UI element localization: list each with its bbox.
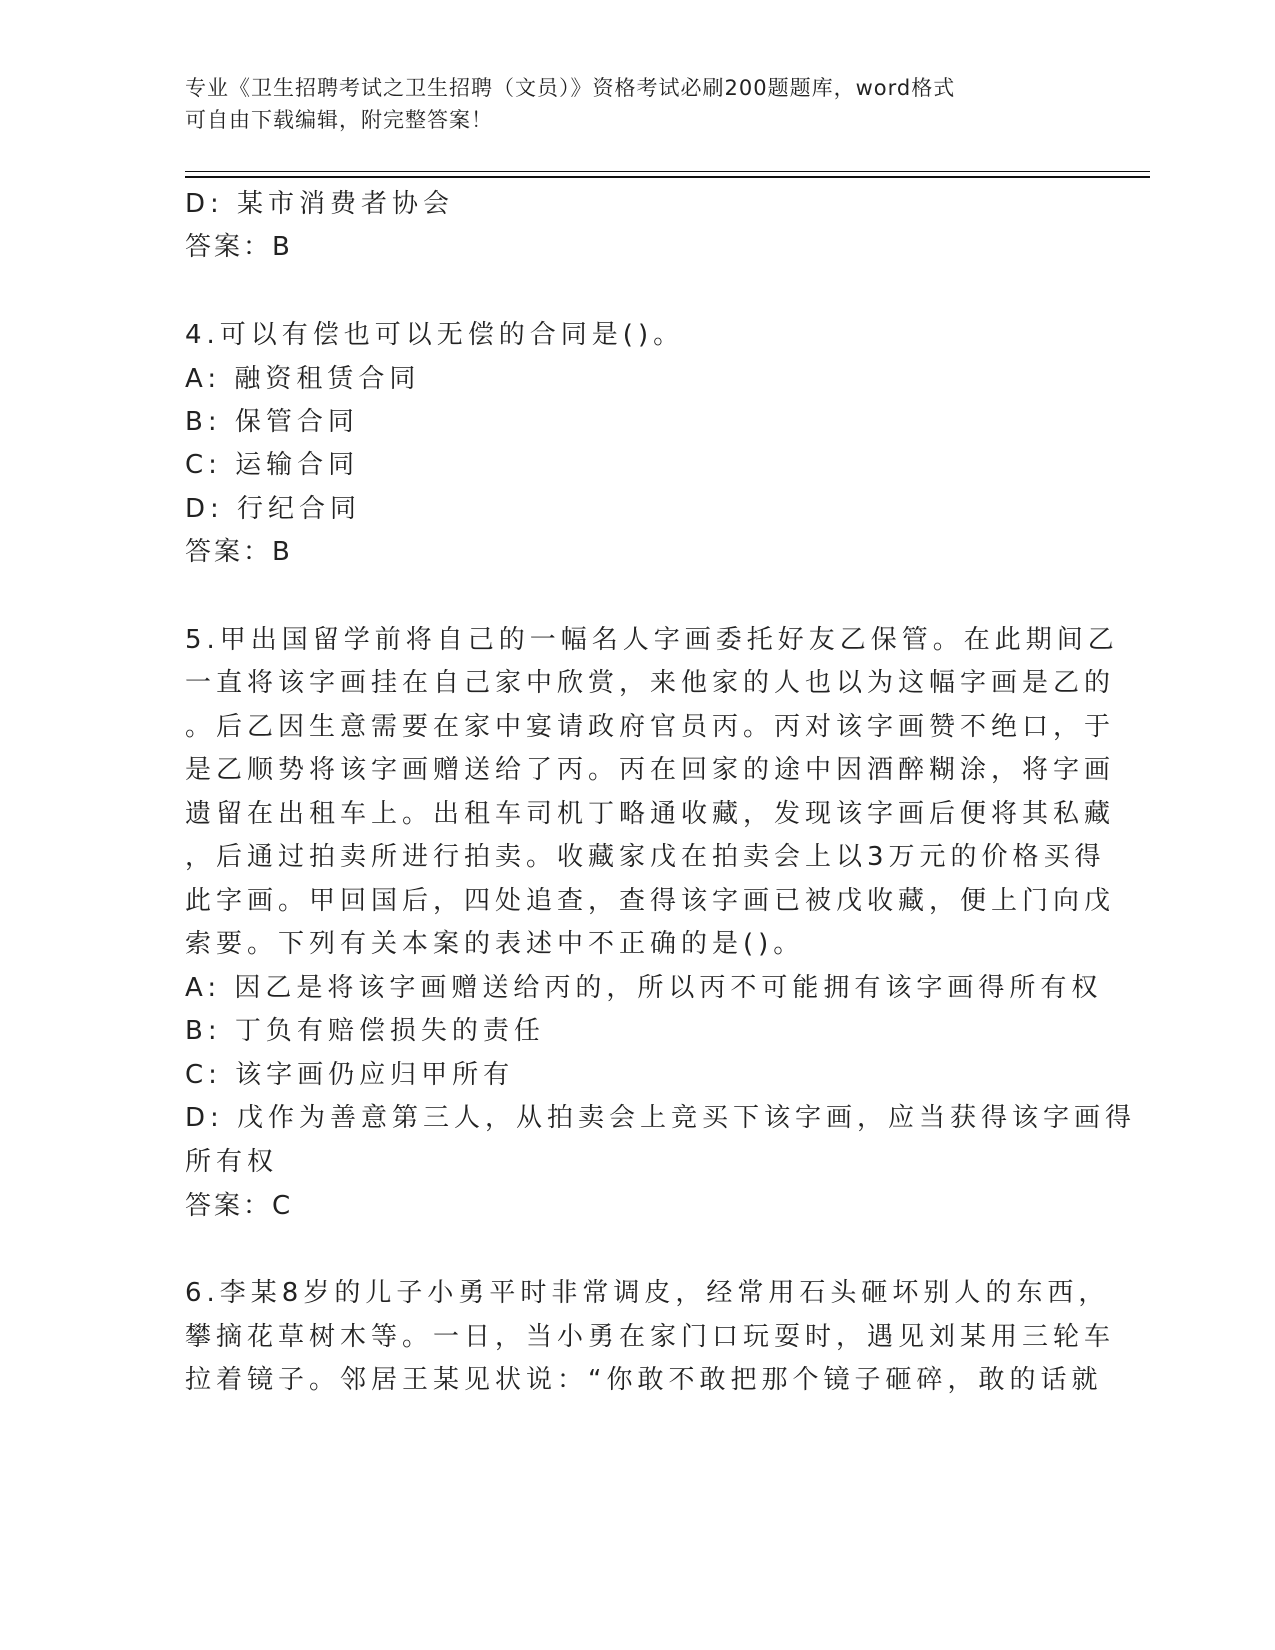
q4-answer: 答案：B bbox=[185, 537, 293, 567]
q5-stem-line: 是乙顺势将该字画赠送给了丙。丙在回家的途中因酒醉糊涂，将字画 bbox=[185, 755, 1116, 785]
q6-stem-line: 攀摘花草树木等。一日，当小勇在家门口玩耍时，遇见刘某用三轮车 bbox=[185, 1322, 1116, 1352]
q5-answer: 答案：C bbox=[185, 1191, 294, 1221]
q4-option-a: A: 融资租赁合同 bbox=[185, 364, 421, 394]
q5-stem-line: 此字画。甲回国后，四处追查，查得该字画已被戊收藏，便上门向戊 bbox=[185, 886, 1116, 916]
q5-option-d: D: 戊作为善意第三人，从拍卖会上竞买下该字画，应当获得该字画得 bbox=[185, 1103, 1137, 1133]
q3-answer: 答案：B bbox=[185, 232, 293, 262]
q4-option-c: C: 运输合同 bbox=[185, 450, 360, 480]
q4-option-d: D: 行纪合同 bbox=[185, 494, 362, 524]
q5-stem-line: 索要。下列有关本案的表述中不正确的是()。 bbox=[185, 929, 805, 959]
header-line-2: 可自由下载编辑，附完整答案！ bbox=[185, 108, 493, 132]
q5-stem-line: 5.甲出国留学前将自己的一幅名人字画委托好友乙保管。在此期间乙 bbox=[185, 625, 1119, 655]
header-divider-thin bbox=[185, 171, 1150, 172]
q5-stem-line: 遗留在出租车上。出租车司机丁略通收藏，发现该字画后便将其私藏 bbox=[185, 799, 1116, 829]
q3-option-d: D: 某市消费者协会 bbox=[185, 189, 455, 219]
header-divider-thick bbox=[185, 176, 1150, 178]
q5-stem-line: 一直将该字画挂在自己家中欣赏，来他家的人也以为这幅字画是乙的 bbox=[185, 668, 1116, 698]
document-header bbox=[185, 72, 1065, 136]
q6-stem-line: 6.李某8岁的儿子小勇平时非常调皮，经常用石头砸坏别人的东西， bbox=[185, 1278, 1110, 1308]
q5-option-b: B: 丁负有赔偿损失的责任 bbox=[185, 1016, 545, 1046]
q6-stem-line: 拉着镜子。邻居王某见状说：“你敢不敢把那个镜子砸碎，敢的话就 bbox=[185, 1365, 1103, 1395]
q4-option-b: B: 保管合同 bbox=[185, 407, 359, 437]
q5-stem-line: ，后通过拍卖所进行拍卖。收藏家戊在拍卖会上以3万元的价格买得 bbox=[185, 842, 1106, 872]
q4-stem: 4.可以有偿也可以无偿的合同是()。 bbox=[185, 320, 685, 350]
q5-option-d-continued: 所有权 bbox=[185, 1147, 279, 1177]
header-line-1: 专业《卫生招聘考试之卫生招聘（文员）》资格考试必刷200题题库，word格式 bbox=[185, 76, 956, 100]
q5-option-c: C: 该字画仍应归甲所有 bbox=[185, 1060, 515, 1090]
q5-option-a: A: 因乙是将该字画赠送给丙的，所以丙不可能拥有该字画得所有权 bbox=[185, 973, 1103, 1003]
q5-stem-line: 。后乙因生意需要在家中宴请政府官员丙。丙对该字画赞不绝口，于 bbox=[185, 712, 1116, 742]
